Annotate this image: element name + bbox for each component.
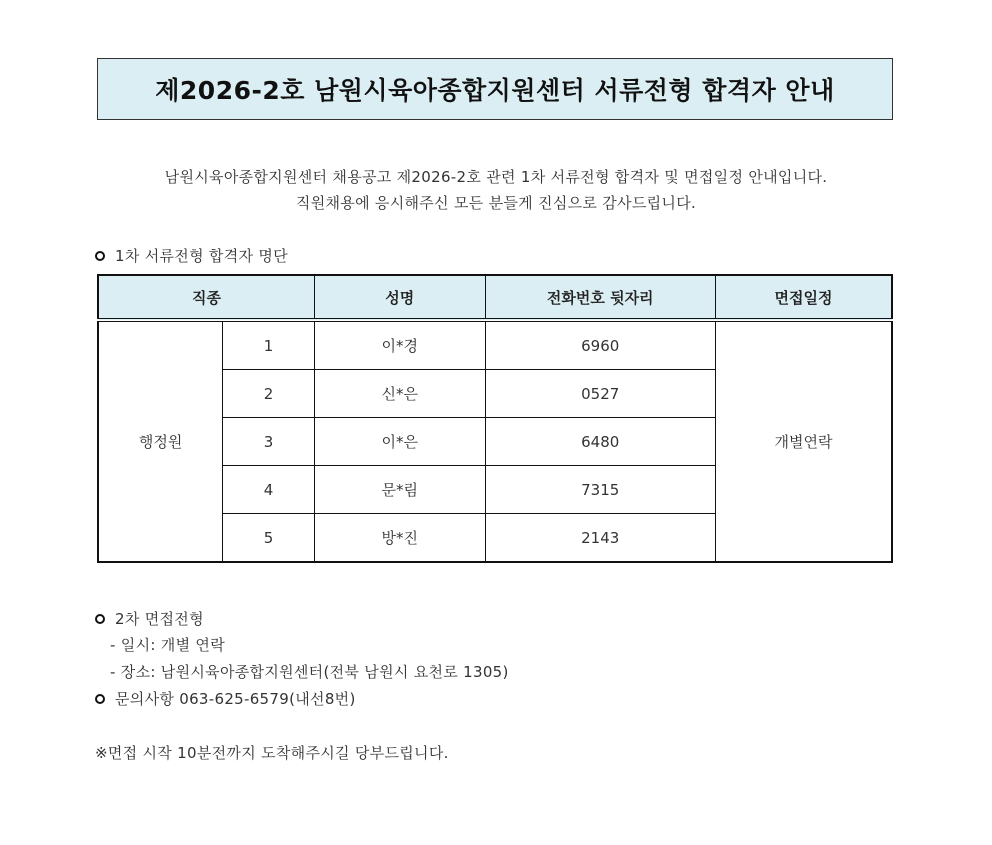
contact-text: 문의사항 063-625-6579(내선8번) <box>115 690 356 708</box>
applicant-name: 이*은 <box>314 418 485 466</box>
table-row <box>98 320 892 370</box>
row-number: 3 <box>223 418 315 466</box>
applicant-name: 문*림 <box>314 466 485 514</box>
interview-place: - 장소: 남원시육아종합지원센터(전북 남원시 요천로 1305) <box>110 663 509 681</box>
page-title: 제2026-2호 남원시육아종합지원센터 서류전형 합격자 안내 <box>155 76 835 105</box>
title-box <box>97 58 893 120</box>
applicant-name: 이*경 <box>314 320 485 370</box>
contact-line <box>95 688 356 709</box>
row-number: 1 <box>223 320 315 370</box>
section1-heading-text: 1차 서류전형 합격자 명단 <box>115 247 288 265</box>
phone-suffix: 0527 <box>485 370 715 418</box>
intro-line-2: 직원채용에 응시해주신 모든 분들게 진심으로 감사드립니다. <box>295 194 697 212</box>
interview-cell: 개별연락 <box>715 320 892 562</box>
arrival-note: ※면접 시작 10분전까지 도착해주시길 당부드립니다. <box>95 744 449 762</box>
category-cell: 행정원 <box>98 320 223 562</box>
phone-suffix: 6960 <box>485 320 715 370</box>
applicant-name: 신*은 <box>314 370 485 418</box>
header-interview: 면접일정 <box>715 275 892 320</box>
row-number: 5 <box>223 514 315 563</box>
applicant-name: 방*진 <box>314 514 485 563</box>
circle-bullet-icon <box>95 694 105 704</box>
circle-bullet-icon <box>95 251 105 261</box>
header-name: 성명 <box>314 275 485 320</box>
section2-heading-text: 2차 면접전형 <box>115 610 204 628</box>
phone-suffix: 6480 <box>485 418 715 466</box>
result-table <box>97 274 893 563</box>
interview-date: - 일시: 개별 연락 <box>110 636 226 654</box>
row-number: 2 <box>223 370 315 418</box>
header-phone: 전화번호 뒷자리 <box>485 275 715 320</box>
table-header-row <box>98 275 892 320</box>
intro-line-1: 남원시육아종합지원센터 채용공고 제2026-2호 관련 1차 서류전형 합격자 및 면접일정 안내입니다. <box>164 168 828 186</box>
phone-suffix: 2143 <box>485 514 715 563</box>
circle-bullet-icon <box>95 614 105 624</box>
phone-suffix: 7315 <box>485 466 715 514</box>
header-category: 직종 <box>98 275 314 320</box>
section2-heading <box>95 608 204 629</box>
section1-heading <box>95 245 288 266</box>
row-number: 4 <box>223 466 315 514</box>
